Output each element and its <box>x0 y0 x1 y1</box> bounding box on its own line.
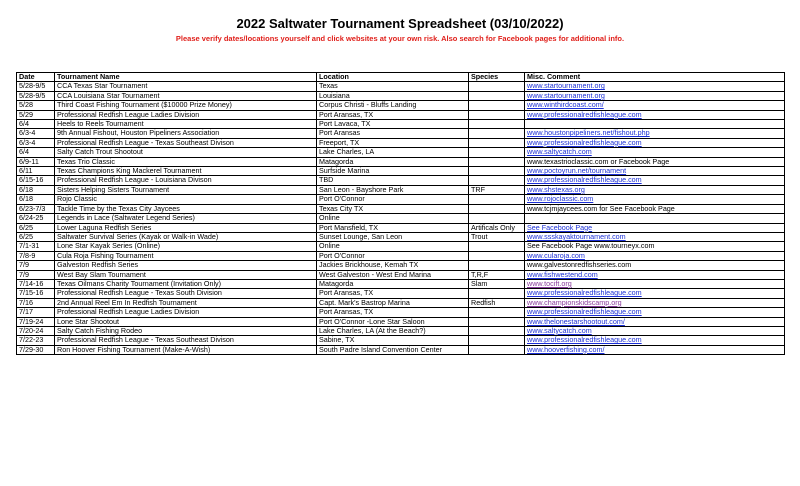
table-row <box>17 326 785 335</box>
table-row <box>17 110 785 119</box>
cell-location: Corpus Christi - Bluffs Landing <box>317 101 469 110</box>
cell-tournament-name: Third Coast Fishing Tournament ($10000 Prize Money) <box>55 101 317 110</box>
table-row <box>17 176 785 185</box>
cell-tournament-name: Professional Redfish League - Texas Southeast Divison <box>55 138 317 147</box>
cell-species <box>469 157 525 166</box>
cell-date: 7/29-30 <box>17 345 55 354</box>
page-title: 2022 Saltwater Tournament Spreadsheet (03/10/2022) <box>236 16 564 31</box>
cell-location: Port O'Connor -Lone Star Saloon <box>317 317 469 326</box>
cell-location: Port Aransas <box>317 129 469 138</box>
cell-date: 7/19-24 <box>17 317 55 326</box>
table-row <box>17 138 785 147</box>
cell-date: 6/18 <box>17 195 55 204</box>
cell-misc-comment[interactable]: www.winthirdcoast.com/ <box>525 101 785 110</box>
cell-location: Port O'Connor <box>317 195 469 204</box>
cell-misc-comment: www.galvestonredfishseries.com <box>525 261 785 270</box>
cell-species <box>469 167 525 176</box>
cell-location: TBD <box>317 176 469 185</box>
cell-location: Matagorda <box>317 157 469 166</box>
cell-species <box>469 120 525 129</box>
cell-tournament-name: CCA Texas Star Tournament <box>55 82 317 91</box>
cell-tournament-name: 9th Annual Fishout, Houston Pipeliners Association <box>55 129 317 138</box>
cell-misc-comment[interactable]: www.professionalredfishleague.com <box>525 138 785 147</box>
cell-date: 7/20-24 <box>17 326 55 335</box>
cell-misc-comment[interactable]: www.cularoja.com <box>525 251 785 260</box>
cell-date: 6/9-11 <box>17 157 55 166</box>
cell-tournament-name: Professional Redfish League - Texas Southeast Divison <box>55 336 317 345</box>
cell-species <box>469 176 525 185</box>
cell-location: Louisiana <box>317 91 469 100</box>
cell-tournament-name: CCA Louisiana Star Tournament <box>55 91 317 100</box>
cell-species: Slam <box>469 279 525 288</box>
cell-date: 6/24-25 <box>17 214 55 223</box>
cell-tournament-name: Tackle Time by the Texas City Jaycees <box>55 204 317 213</box>
cell-misc-comment[interactable]: www.houstonpipeliners.net/fishout.php <box>525 129 785 138</box>
cell-species: Artificals Only <box>469 223 525 232</box>
cell-date: 5/28 <box>17 101 55 110</box>
cell-tournament-name: Sisters Helping Sisters Tournament <box>55 185 317 194</box>
cell-species <box>469 214 525 223</box>
cell-misc-comment[interactable]: www.startournament.org <box>525 82 785 91</box>
cell-misc-comment[interactable]: www.thelonestarshootout.com/ <box>525 317 785 326</box>
cell-species <box>469 289 525 298</box>
cell-date: 6/23-7/3 <box>17 204 55 213</box>
cell-location: Online <box>317 214 469 223</box>
cell-misc-comment[interactable]: www.startournament.org <box>525 91 785 100</box>
table-row <box>17 120 785 129</box>
cell-misc-comment[interactable]: See Facebook Page <box>525 223 785 232</box>
cell-date: 7/9 <box>17 270 55 279</box>
cell-species: Redfish <box>469 298 525 307</box>
table-row <box>17 185 785 194</box>
cell-species <box>469 148 525 157</box>
cell-tournament-name: Ron Hoover Fishing Tournament (Make-A-Wish) <box>55 345 317 354</box>
cell-date: 7/16 <box>17 298 55 307</box>
cell-location: San Leon - Bayshore Park <box>317 185 469 194</box>
cell-tournament-name: Cula Roja Fishing Tournament <box>55 251 317 260</box>
cell-location: Lake Charles, LA (At the Beach?) <box>317 326 469 335</box>
table-row <box>17 157 785 166</box>
cell-date: 6/3-4 <box>17 138 55 147</box>
header-species: Species <box>469 73 525 82</box>
table-row <box>17 336 785 345</box>
cell-species <box>469 345 525 354</box>
cell-date: 6/25 <box>17 223 55 232</box>
cell-location: Texas City TX <box>317 204 469 213</box>
cell-tournament-name: Texas Champions King Mackerel Tournament <box>55 167 317 176</box>
header-date: Date <box>17 73 55 82</box>
table-row <box>17 232 785 241</box>
table-row <box>17 261 785 270</box>
cell-date: 7/8-9 <box>17 251 55 260</box>
cell-date: 5/28-9/5 <box>17 82 55 91</box>
cell-tournament-name: Lone Star Kayak Series (Online) <box>55 242 317 251</box>
cell-misc-comment <box>525 214 785 223</box>
cell-species: T,R,F <box>469 270 525 279</box>
table-row <box>17 148 785 157</box>
cell-tournament-name: West Bay Slam Tournament <box>55 270 317 279</box>
table-row <box>17 82 785 91</box>
table-row <box>17 204 785 213</box>
cell-date: 7/17 <box>17 308 55 317</box>
cell-location: Port Lavaca, TX <box>317 120 469 129</box>
cell-location: Surfside Marina <box>317 167 469 176</box>
cell-date: 5/28-9/5 <box>17 91 55 100</box>
table-row <box>17 129 785 138</box>
cell-location: Jackies Brickhouse, Kemah TX <box>317 261 469 270</box>
table-row <box>17 289 785 298</box>
cell-tournament-name: Heels to Reels Tournament <box>55 120 317 129</box>
cell-location: Lake Charles, LA <box>317 148 469 157</box>
cell-misc-comment[interactable]: www.poctoyrun.net/tournament <box>525 167 785 176</box>
cell-date: 7/15-16 <box>17 289 55 298</box>
cell-misc-comment[interactable]: www.professionalredfishleague.com <box>525 308 785 317</box>
cell-location: Port Aransas, TX <box>317 308 469 317</box>
cell-species <box>469 91 525 100</box>
cell-misc-comment[interactable]: www.professionalredfishleague.com <box>525 336 785 345</box>
cell-date: 6/15-16 <box>17 176 55 185</box>
cell-tournament-name: Galveston Redfish Series <box>55 261 317 270</box>
cell-misc-comment[interactable]: www.fishwestend.com <box>525 270 785 279</box>
table-row <box>17 167 785 176</box>
cell-date: 7/1-31 <box>17 242 55 251</box>
cell-misc-comment[interactable]: www.saltycatch.com <box>525 148 785 157</box>
table-row <box>17 91 785 100</box>
cell-tournament-name: Professional Redfish League - Louisiana Divison <box>55 176 317 185</box>
cell-misc-comment[interactable]: www.professionalredfishleague.com <box>525 110 785 119</box>
cell-species <box>469 326 525 335</box>
cell-species <box>469 138 525 147</box>
table-row <box>17 101 785 110</box>
cell-date: 6/11 <box>17 167 55 176</box>
cell-tournament-name: Legends in Lace (Saltwater Legend Series) <box>55 214 317 223</box>
cell-location: Sabine, TX <box>317 336 469 345</box>
cell-location: Port Mansfield, TX <box>317 223 469 232</box>
table-row <box>17 223 785 232</box>
cell-tournament-name: Lone Star Shootout <box>55 317 317 326</box>
cell-location: Capt. Mark's Bastrop Marina <box>317 298 469 307</box>
cell-date: 7/22-23 <box>17 336 55 345</box>
cell-location: Matagorda <box>317 279 469 288</box>
cell-species <box>469 308 525 317</box>
cell-species <box>469 195 525 204</box>
cell-tournament-name: Lower Laguna Redfish Series <box>55 223 317 232</box>
table-row <box>17 308 785 317</box>
cell-location: Texas <box>317 82 469 91</box>
cell-location: Port O'Connor <box>317 251 469 260</box>
cell-location: Port Aransas, TX <box>317 110 469 119</box>
cell-species <box>469 82 525 91</box>
cell-tournament-name: Texas Oilmans Charity Tournament (Invitation Only) <box>55 279 317 288</box>
table-row <box>17 279 785 288</box>
cell-misc-comment[interactable]: www.championskidscamp.org <box>525 298 785 307</box>
table-row <box>17 195 785 204</box>
cell-misc-comment[interactable]: www.shstexas.org <box>525 185 785 194</box>
cell-misc-comment <box>525 120 785 129</box>
cell-date: 6/4 <box>17 148 55 157</box>
cell-species <box>469 110 525 119</box>
cell-date: 6/3-4 <box>17 129 55 138</box>
table-row <box>17 317 785 326</box>
table-row <box>17 242 785 251</box>
tournament-table <box>16 72 785 355</box>
cell-species <box>469 242 525 251</box>
cell-misc-comment: See Facebook Page www.tourneyx.com <box>525 242 785 251</box>
cell-location: Freeport, TX <box>317 138 469 147</box>
cell-tournament-name: Professional Redfish League - Texas South Division <box>55 289 317 298</box>
table-row <box>17 345 785 354</box>
cell-tournament-name: Salty Catch Fishing Rodeo <box>55 326 317 335</box>
cell-date: 7/14-16 <box>17 279 55 288</box>
cell-tournament-name: 2nd Annual Reel Em In Redfish Tournament <box>55 298 317 307</box>
cell-misc-comment[interactable]: www.tocift.org <box>525 279 785 288</box>
cell-tournament-name: Saltwater Survival Series (Kayak or Walk-in Wade) <box>55 232 317 241</box>
cell-misc-comment[interactable]: www.ssskayaktournament.com <box>525 232 785 241</box>
cell-species: Trout <box>469 232 525 241</box>
cell-tournament-name: Salty Catch Trout Shootout <box>55 148 317 157</box>
table-body <box>17 73 785 355</box>
header-row <box>17 73 785 82</box>
cell-species <box>469 204 525 213</box>
cell-date: 7/9 <box>17 261 55 270</box>
cell-location: Online <box>317 242 469 251</box>
cell-species <box>469 336 525 345</box>
header-tournament-name: Tournament Name <box>55 73 317 82</box>
cell-species <box>469 101 525 110</box>
cell-species <box>469 261 525 270</box>
cell-misc-comment[interactable]: www.professionalredfishleague.com <box>525 289 785 298</box>
cell-misc-comment[interactable]: www.saltycatch.com <box>525 326 785 335</box>
cell-tournament-name: Professional Redfish League Ladies Division <box>55 110 317 119</box>
cell-date: 6/4 <box>17 120 55 129</box>
cell-species: TRF <box>469 185 525 194</box>
cell-species <box>469 317 525 326</box>
cell-date: 5/29 <box>17 110 55 119</box>
cell-misc-comment: www.texastrioclassic.com or Facebook Page <box>525 157 785 166</box>
cell-misc-comment: www.tcjmjaycees.com for See Facebook Page <box>525 204 785 213</box>
table-row <box>17 270 785 279</box>
table-row <box>17 251 785 260</box>
cell-species <box>469 129 525 138</box>
cell-misc-comment[interactable]: www.rojoclassic.com <box>525 195 785 204</box>
header-misc-comment: Misc. Comment <box>525 73 785 82</box>
cell-date: 6/18 <box>17 185 55 194</box>
cell-date: 6/25 <box>17 232 55 241</box>
header-location: Location <box>317 73 469 82</box>
cell-location: Port Aransas, TX <box>317 289 469 298</box>
cell-tournament-name: Texas Trio Classic <box>55 157 317 166</box>
cell-location: West Galveston - West End Marina <box>317 270 469 279</box>
table-row <box>17 214 785 223</box>
cell-tournament-name: Professional Redfish League Ladies Division <box>55 308 317 317</box>
cell-tournament-name: Rojo Classic <box>55 195 317 204</box>
disclaimer-text: Please verify dates/locations yourself and click websites at your own risk. Also search for Facebook pages for additional info. <box>175 34 625 43</box>
cell-species <box>469 251 525 260</box>
cell-location: South Padre Island Convention Center <box>317 345 469 354</box>
cell-misc-comment[interactable]: www.professionalredfishleague.com <box>525 176 785 185</box>
table-row <box>17 298 785 307</box>
cell-misc-comment[interactable]: www.hooverfishing.com/ <box>525 345 785 354</box>
cell-location: Sunset Lounge, San Leon <box>317 232 469 241</box>
